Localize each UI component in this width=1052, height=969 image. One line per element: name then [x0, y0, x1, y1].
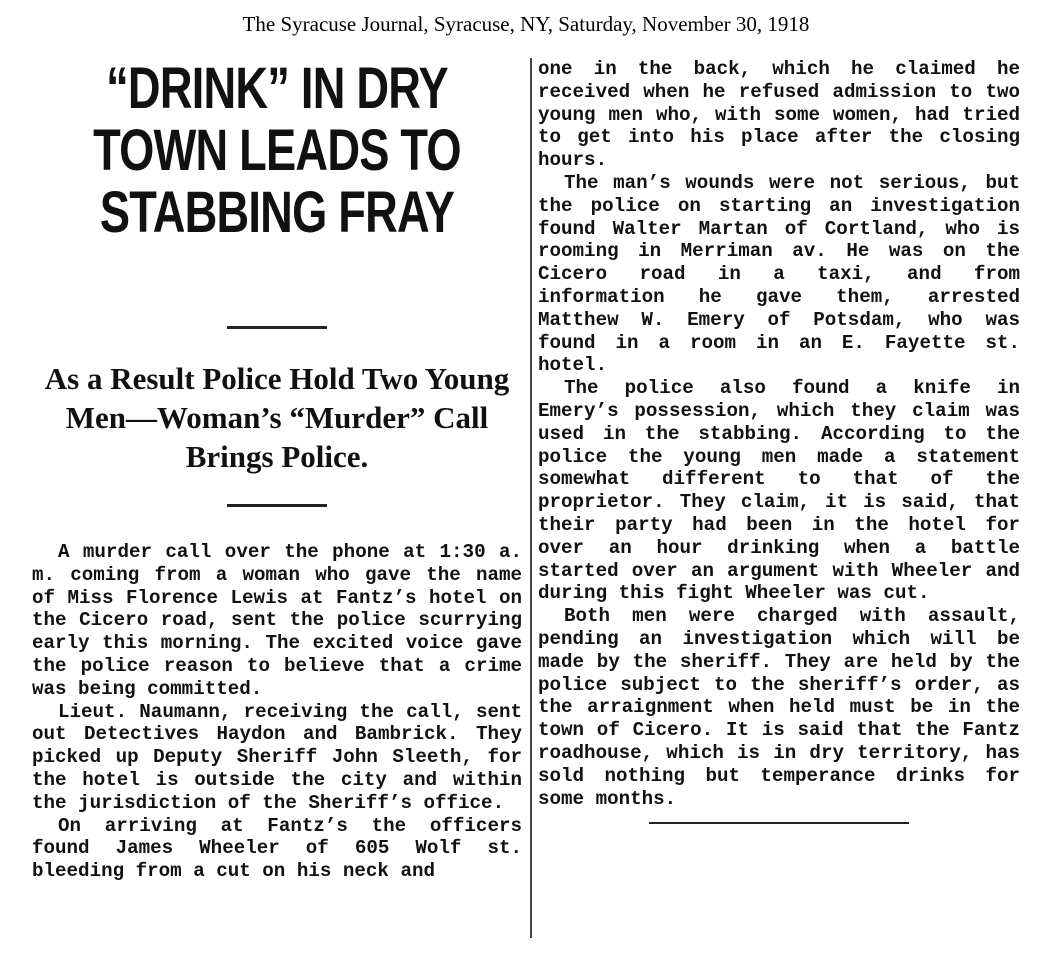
- headline-line-2: TOWN LEADS TO: [93, 118, 461, 183]
- paragraph: one in the back, which he claimed he received when he refused admission to two young men who, with some women, had tried to get into his place after the closing hours.: [538, 58, 1020, 172]
- headline: [32, 58, 522, 258]
- subheadline: As a Result Police Hold Two Young Men—Woman’s “Murder” Call Brings Police.: [44, 361, 510, 474]
- headline-divider: [227, 326, 327, 329]
- paragraph: Lieut. Naumann, receiving the call, sent out Detectives Haydon and Bambrick. They picked up Deputy Sheriff John Sleeth, for the hotel is outside the city and within the jurisdiction of the Sheriff’s office.: [32, 700, 522, 814]
- news-article: [32, 58, 1032, 948]
- column-divider: [530, 58, 532, 938]
- left-column-body: [32, 541, 522, 883]
- paragraph: The police also found a knife in Emery’s possession, which they claim was used in the stabbing. According to the police the young men made a statement somewhat different to that of the proprietor. They claim, it is said, that their party had been in the hotel for over an hour drinking when a battle started over an argument with Wheeler and during this fight Wheeler was cut.: [538, 377, 1020, 605]
- headline-line-3: STABBING FRAY: [99, 180, 455, 245]
- paragraph: A murder call over the phone at 1:30 a. m. coming from a woman who gave the name of Miss Florence Lewis at Fantz’s hotel on the Cicero road, sent the police scurrying early this morning. The excited voice gave the police reason to believe that a crime was being committed.: [32, 541, 522, 700]
- paragraph: On arriving at Fantz’s the officers found James Wheeler of 605 Wolf st. bleeding from a cut on his neck and: [32, 814, 522, 883]
- right-column-body: [538, 58, 1020, 810]
- paragraph: Both men were charged with assault, pending an investigation which will be made by the sheriff. They are held by the police subject to the sheriff’s order, as the arraignment when held must be in the town of Cicero. It is said that the Fantz roadhouse, which is in dry territory, has sold nothing but temperance drinks for some months.: [538, 605, 1020, 810]
- right-column: [538, 58, 1020, 824]
- article-end-rule: [649, 822, 909, 824]
- headline-line-1: “DRINK” IN DRY: [106, 56, 448, 121]
- paragraph: The man’s wounds were not serious, but the police on starting an investigation found Walter Martan of Cortland, who is rooming in Merriman av. He was on the Cicero road in a taxi, and from information he gave them, arrested Matthew W. Emery of Potsdam, who was found in a room in an E. Fayette st. hotel.: [538, 171, 1020, 377]
- left-column: [32, 58, 522, 883]
- subhead-divider: [227, 504, 327, 507]
- source-caption: The Syracuse Journal, Syracuse, NY, Saturday, November 30, 1918: [242, 12, 810, 36]
